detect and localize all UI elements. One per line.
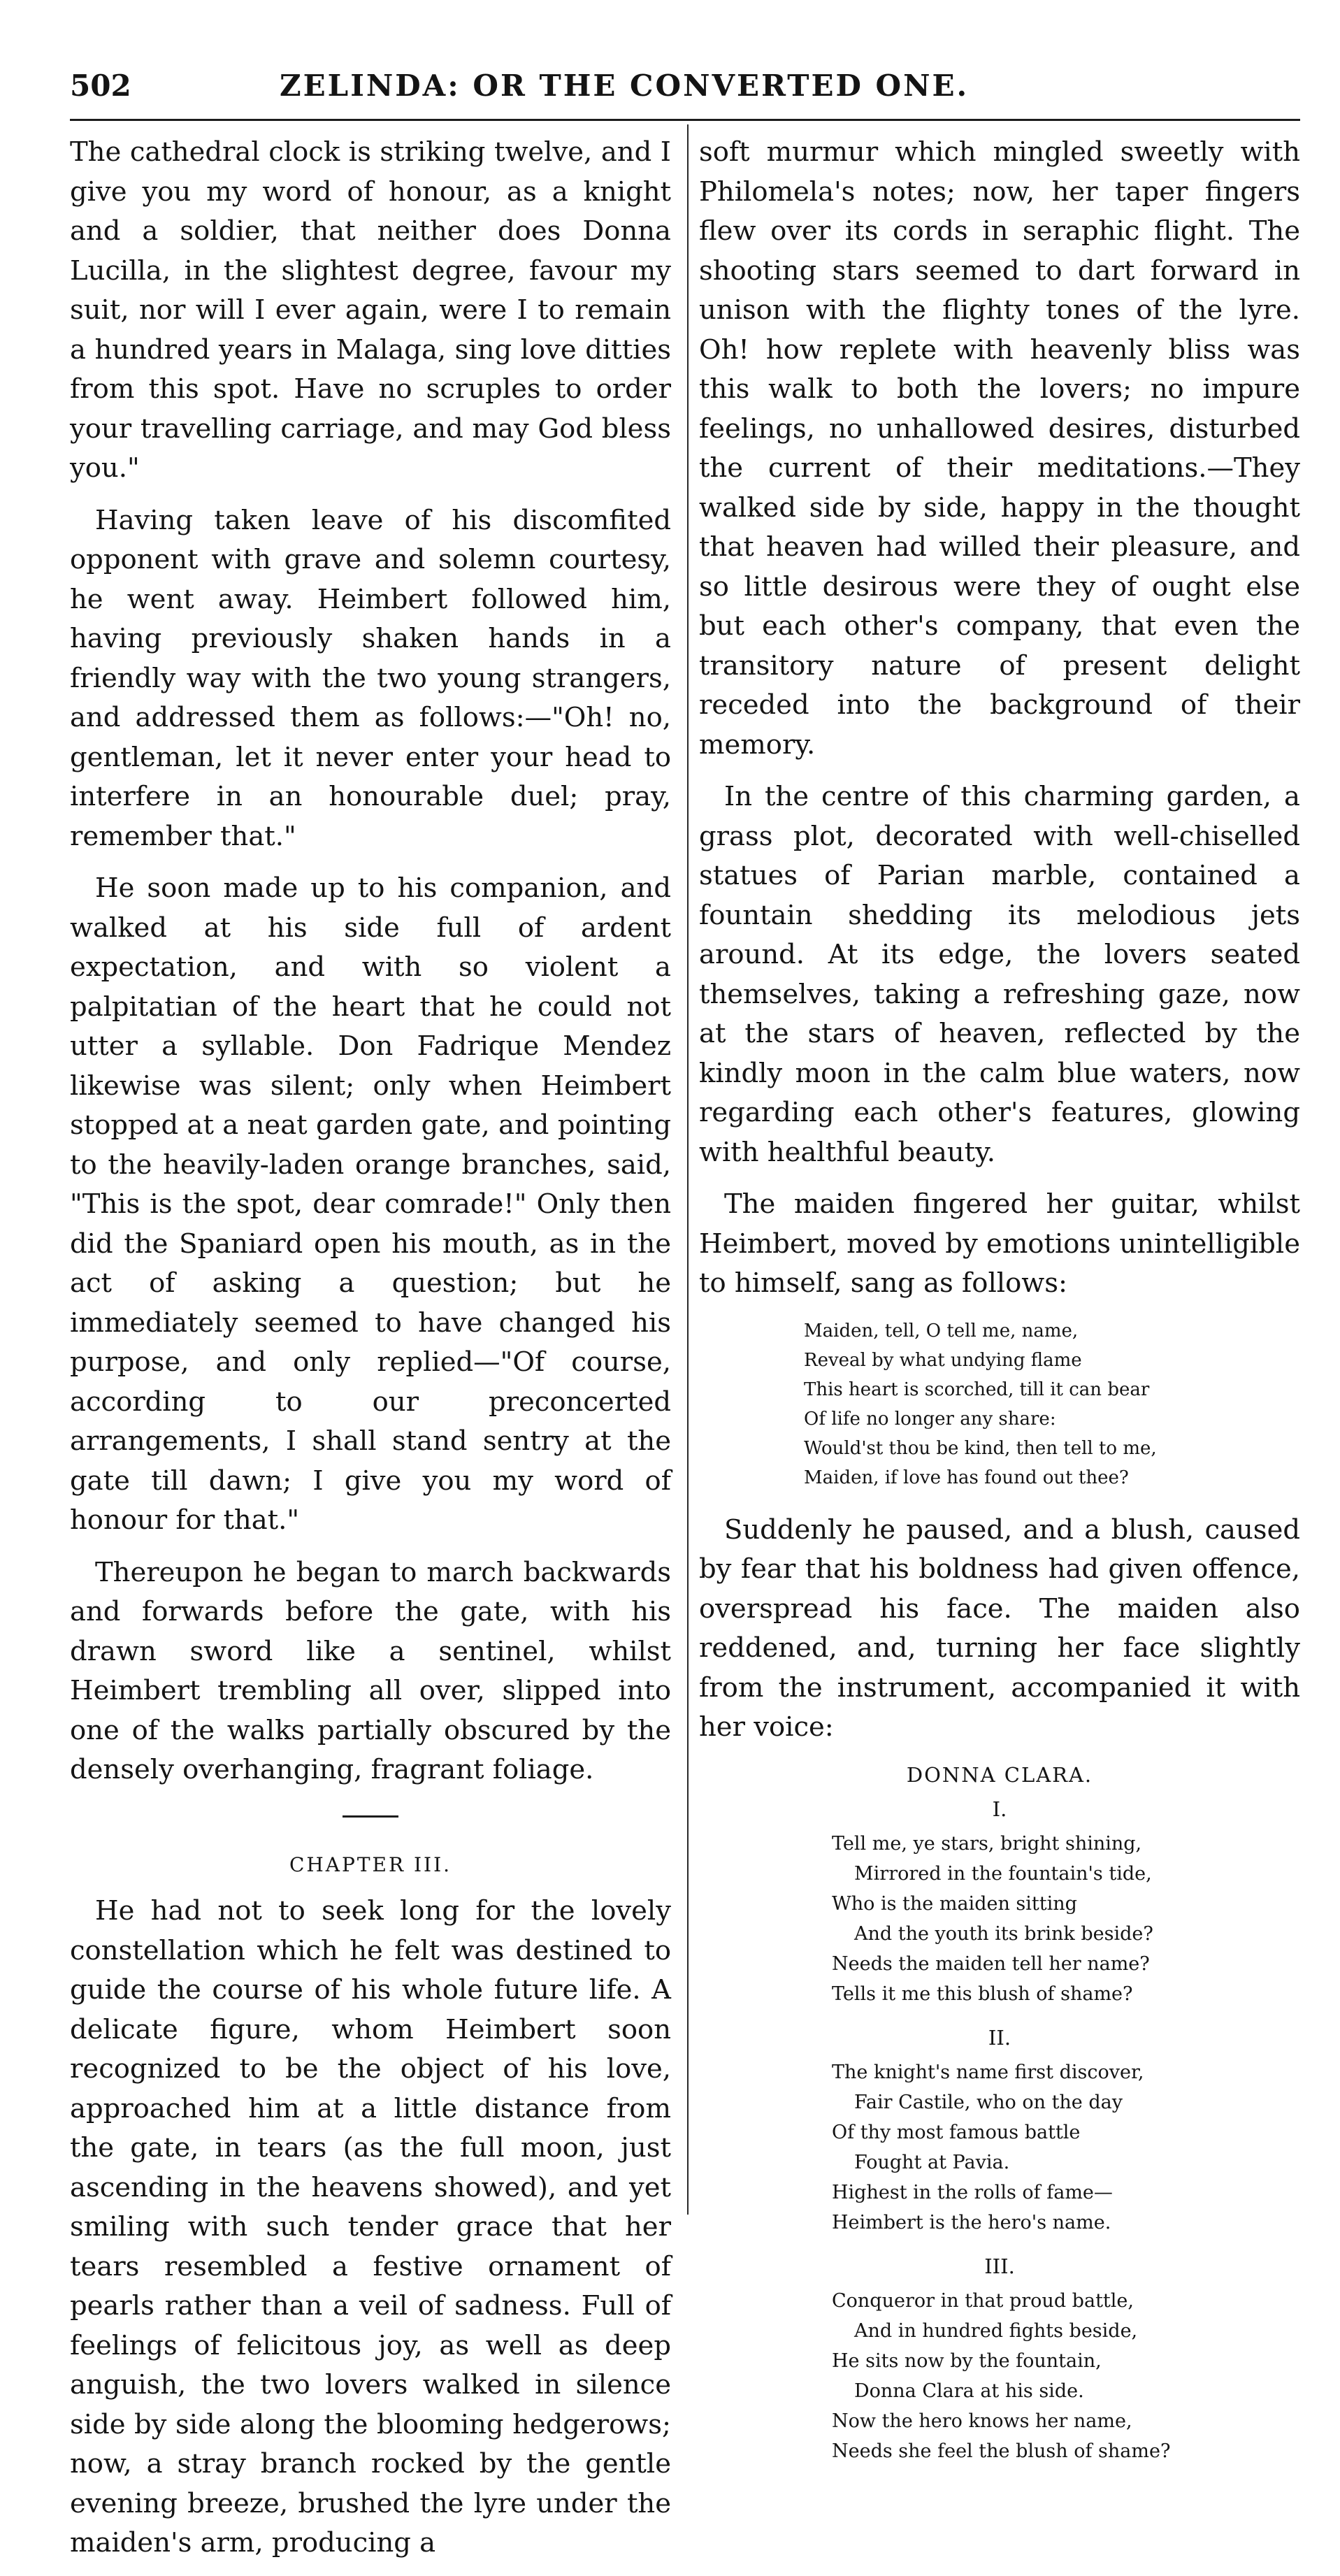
verse-line: This heart is scorched, till it can bear [804,1379,1150,1400]
poem-line: Now the hero knows her name, [832,2410,1132,2432]
paragraph: He soon made up to his companion, and walked at his side full of ardent expectation, and with so violent a palpitatian of the heart that he could not utter a syllable. Don Fadrique Mendez likewise was silent; only when Heimbert stopped at a neat garden gate, and pointing to the heavily-laden orange branches, said, "This is the spot, dear comrade!" Only then did the Spaniard open his mouth, as in the act of asking a question; but he immediately seemed to have changed his purpose, and only replied—"Of course, according to our preconcerted arrangements, I shall stand sentry at the gate till dawn; I give you my word of honour for that." [70,872,671,1536]
poem-line: Tell me, ye stars, bright shining, [832,1832,1142,1855]
left-column [70,133,671,2576]
column-divider-rule [687,124,689,2215]
paragraph: In the centre of this charming garden, a grass plot, decorated with well-chiselled statues of Parian marble, contained a fountain shedding its melodious jets around. At its edge, the lovers seated themselves, taking a refreshing gaze, now at the stars of heaven, reflected by the kindly moon in the calm blue waters, now regarding each other's features, glowing with healthful beauty. [699,781,1300,1168]
right-column [699,133,1300,2480]
poem-line: Conqueror in that proud battle, [832,2289,1134,2312]
stanza-number: III. [984,2254,1015,2278]
verse-line: Reveal by what undying flame [804,1349,1082,1371]
poem-title: DONNA CLARA. [906,1762,1093,1787]
poem-line: Highest in the rolls of fame— [832,2181,1113,2203]
poem-line: Mirrored in the fountain's tide, [854,1862,1152,1885]
verse-line: Of life no longer any share: [804,1408,1056,1430]
paragraph: The cathedral clock is striking twelve, and I give you my word of honour, as a knight and a soldier, that neither does Donna Lucilla, in the slightest degree, favour my suit, nor will I ever again, were I to remain a hundred years in Malaga, sing love ditties from this spot. Have no scruples to order your travelling carriage, and may God bless you." [70,136,671,484]
verse-line: Maiden, tell, O tell me, name, [804,1320,1079,1341]
poem-line: Of thy most famous battle [832,2121,1081,2143]
poem-line: He sits now by the fountain, [832,2350,1102,2372]
poem-line: And in hundred fights beside, [854,2319,1138,2342]
poem-line: Fair Castile, who on the day [854,2091,1123,2113]
verse-line: Would'st thou be kind, then tell to me, [804,1437,1157,1459]
stanza-number: II. [988,2025,1011,2050]
poem-line: Tells it me this blush of shame? [832,1983,1133,2005]
poem-line: And the youth its brink beside? [854,1922,1153,1945]
paragraph: Suddenly he paused, and a blush, caused by fear that his boldness had given offence, overspread his face. The maiden also reddened, and, turning her face slightly from the instrument, accompanied it with her voice: [699,1513,1300,1743]
poem-line: Needs the maiden tell her name? [832,1952,1150,1975]
running-title: ZELINDA: OR THE CONVERTED ONE. [280,69,970,103]
paragraph: Thereupon he began to march backwards and forwards before the gate, with his drawn sword like a sentinel, whilst Heimbert trembling all over, slipped into one of the walks partially obscured by the densely overhanging, fragrant foliage. [70,1556,671,1785]
poem [699,1760,1300,2466]
poem-line: Who is the maiden sitting [832,1892,1077,1915]
poem-line: The knight's name first discover, [832,2061,1144,2083]
header-rule [70,119,1300,121]
paragraph: soft murmur which mingled sweetly with Philomela's notes; now, her taper fingers flew over its cords in seraphic flight. The shooting stars seemed to dart forward in unison with the flighty tones of the lyre. Oh! how replete with heavenly bliss was this walk to both the lovers; no impure feelings, no unhallowed desires, disturbed the current of their meditations.—They walked side by side, happy in the thought that heaven had willed their pleasure, and so little desirous were they of ought else but each other's company, that even the transitory nature of present delight receded into the background of their memory. [699,136,1300,761]
page-number: 502 [70,69,131,103]
stanza [832,2057,1300,2238]
stanza [832,1829,1300,2009]
stanza [832,2286,1300,2466]
paragraph: Having taken leave of his discomfited opponent with grave and solemn courtesy, he went away. Heimbert followed him, having previously shaken hands in a friendly way with the two young strangers, and addressed them as follows:—"Oh! no, gentleman, let it never enter your head to interfere in an honourable duel; pray, remember that." [70,504,671,852]
stanza-number: I. [992,1797,1007,1821]
poem-line: Heimbert is the hero's name. [832,2211,1111,2233]
poem-line: Fought at Pavia. [854,2151,1010,2173]
paragraph: He had not to seek long for the lovely constellation which he felt was destined to guide the course of his whole future life. A delicate figure, whom Heimbert soon recognized to be the object of his love, approached him at a little distance from the gate, in tears (as the full moon, just ascending in the heavens showed), and yet smiling with such tender grace that her tears resembled a festive ornament of pearls rather than a veil of sadness. Full of feelings of felicitous joy, as well as deep anguish, the two lovers walked in silence side by side along the blooming hedgerows; now, a stray branch rocked by the gentle evening breeze, brushed the lyre under the maiden's arm, producing a [70,1895,671,2559]
page-header [70,69,1300,110]
verse-line: Maiden, if love has found out thee? [804,1467,1129,1488]
section-divider [343,1815,398,1818]
poem-line: Donna Clara at his side. [854,2380,1084,2402]
song-verse [804,1316,1300,1492]
chapter-heading: CHAPTER III. [289,1852,452,1876]
paragraph: The maiden fingered her guitar, whilst Heimbert, moved by emotions unintelligible to himself, sang as follows: [699,1188,1300,1299]
poem-line: Needs she feel the blush of shame? [832,2440,1171,2462]
